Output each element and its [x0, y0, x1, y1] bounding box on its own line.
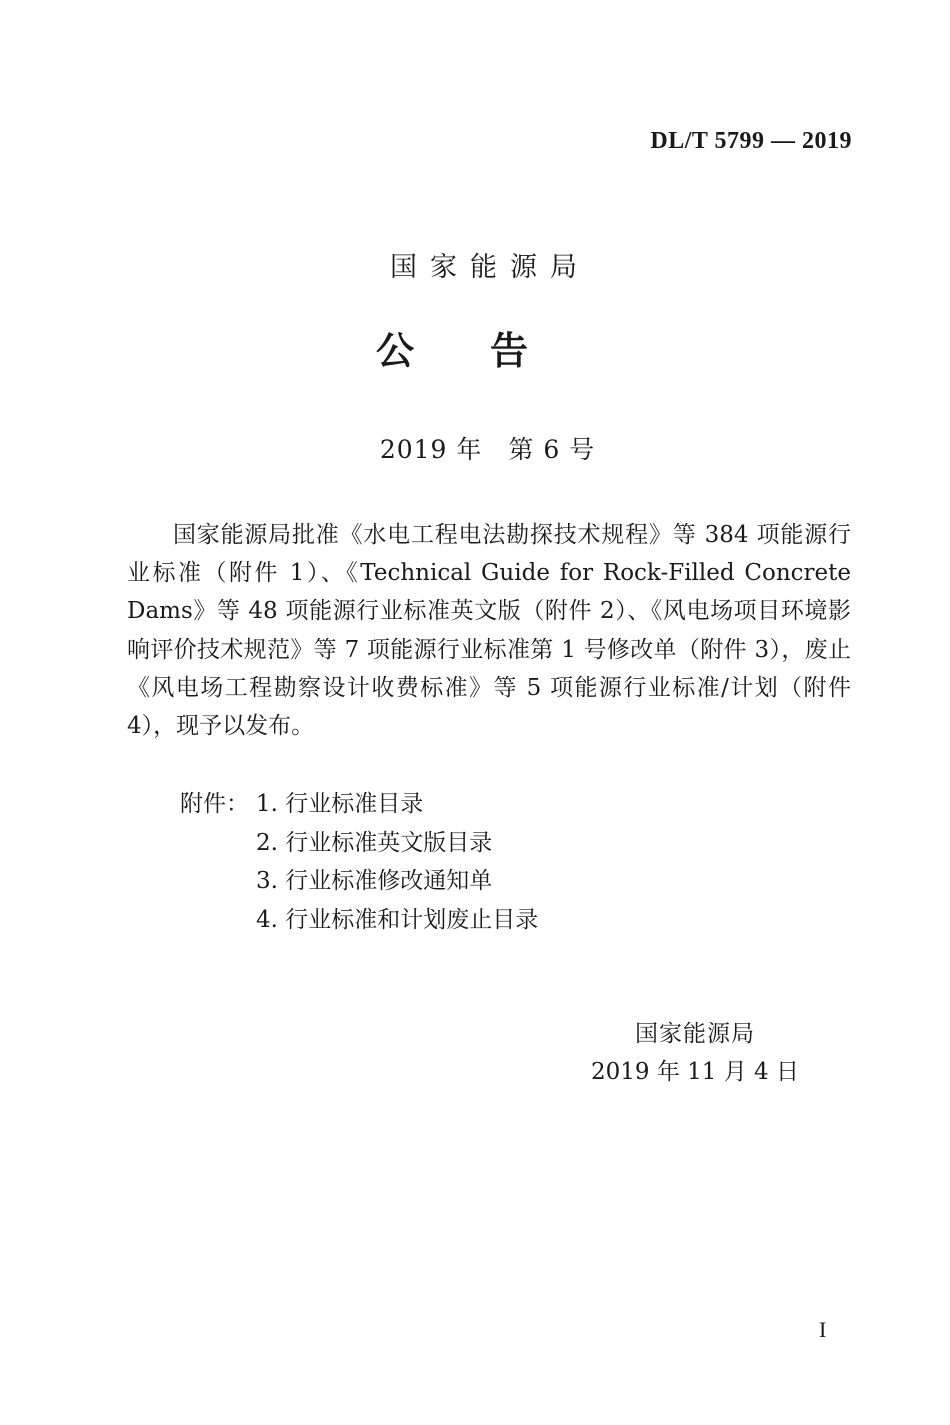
- signature-block: [560, 1015, 830, 1091]
- attachment-row: [180, 901, 538, 940]
- attachment-item: 2. 行业标准英文版目录: [256, 829, 493, 856]
- attachment-indent: [180, 862, 256, 901]
- signature-organization: 国家能源局: [635, 1021, 755, 1047]
- page-title: 公告: [375, 329, 604, 373]
- page-number: I: [819, 1317, 827, 1342]
- attachment-item: 3. 行业标准修改通知单: [256, 868, 493, 894]
- attachment-row: [180, 862, 538, 901]
- attachment-item: 4. 行业标准和计划废止目录: [256, 906, 539, 933]
- attachment-row: [180, 785, 538, 824]
- attachment-row: [180, 824, 538, 863]
- attachment-item: 1. 行业标准目录: [256, 791, 424, 817]
- standard-code: DL/T 5799 — 2019: [650, 128, 852, 154]
- announcement-body: 国家能源局批准《水电工程电法勘探技术规程》等 384 项能源行业标准（附件 1）、《Technical Guide for Rock-Filled Concrete Dams》等 48 项能源行业标准英文版（附件 2）、《风电场项目环境影响评价技术规范》等 7 项能源行业标准第 1 号修改单（附件 3），废止《风电场工程勘察设计收费标准》等 5 项能源行业标准/计划（附件 4），现予以发布。: [127, 522, 851, 740]
- attachments-list: [180, 785, 538, 939]
- attachment-indent: [180, 901, 256, 940]
- issuing-authority: 国家能源局: [390, 252, 590, 283]
- signature-date: 2019 年 11 月 4 日: [591, 1059, 799, 1085]
- attachment-indent: [180, 824, 256, 863]
- attachments-label: 附件：: [180, 791, 249, 817]
- issue-number: 2019 年 第 6 号: [379, 435, 596, 464]
